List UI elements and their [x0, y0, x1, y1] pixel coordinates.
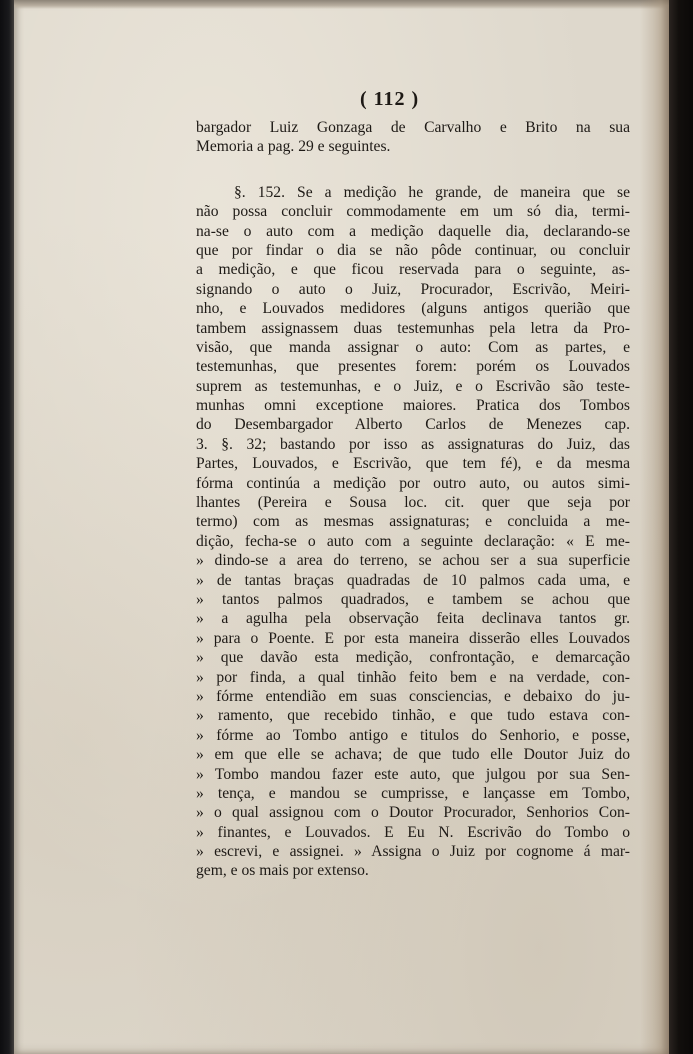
text-line: » finantes, e Louvados. E Eu N. Escrivão do Tombo o [196, 823, 630, 841]
text-line: 3. §. 32; bastando por isso as assignaturas do Juiz, das [196, 435, 630, 453]
text-line: bargador Luiz Gonzaga de Carvalho e Brito na sua [196, 119, 630, 136]
text-line: » dindo-se a area do terreno, se achou ser a sua superficie [196, 552, 630, 570]
text-line: » tantos palmos quadrados, e tambem se achou que [196, 590, 630, 608]
page-number: ( 112 ) [360, 88, 420, 110]
text-line: » fórme entendião em suas consciencias, e debaixo do ju- [196, 687, 630, 705]
text-line: » em que elle se achava; de que tudo elle Doutor Juiz do [196, 746, 630, 764]
text-line: testemunhas, que presentes forem: porém os Louvados [196, 358, 630, 376]
paragraph-gap [196, 157, 630, 183]
body-text [196, 118, 630, 881]
text-line: munhas omni exceptione maiores. Pratica dos Tombos [196, 397, 630, 415]
left-scan-border [0, 0, 15, 1054]
text-line: signando o auto o Juiz, Procurador, Escrivão, Meiri- [196, 280, 630, 298]
text-line: na-se o auto com a medição daquelle dia, declarando-se [196, 222, 630, 240]
text-line: » por finda, a qual tinhão feito bem e na verdade, con- [196, 668, 630, 686]
text-line: » Tombo mandou fazer este auto, que julgou por sua Sen- [196, 765, 630, 783]
text-line: termo) com as mesmas assignaturas; e concluida a me- [196, 513, 630, 531]
text-line: do Desembargador Alberto Carlos de Menezes cap. [196, 416, 630, 434]
text-line: não possa concluir commodamente em um só dia, termi- [196, 203, 630, 221]
paper-top-edge [14, 0, 670, 9]
text-line: §. 152. Se a medição he grande, de maneira que se [234, 183, 630, 201]
text-line: » a agulha pela observação feita declinava tantos gr. [196, 610, 630, 628]
text-line: » tença, e mandou se cumprisse, e lançasse em Tombo, [196, 784, 630, 802]
text-line: que por findar o dia se não pôde continuar, ou concluir [196, 241, 630, 259]
text-line: » fórme ao Tombo antigo e titulos do Senhorio, e posse, [196, 726, 630, 744]
text-line: dição, fecha-se o auto com a seguinte declaração: « E me- [196, 532, 630, 550]
text-line: gem, e os mais por extenso. [196, 862, 369, 880]
text-line: fórma continúa a medição por outro auto, ou autos simi- [196, 474, 630, 492]
text-line: a medição, e que ficou reservada para o seguinte, as- [196, 261, 630, 279]
text-line: » o qual assignou com o Doutor Procurador, Senhorios Con- [196, 804, 630, 822]
text-line: » de tantas braças quadradas de 10 palmos cada uma, e [196, 571, 630, 589]
text-line: » ramento, que recebido tinhão, e que tudo estava con- [196, 707, 630, 725]
text-line: nho, e Louvados medidores (alguns antigos querião que [196, 300, 630, 318]
text-line: Memoria a pag. 29 e seguintes. [196, 138, 391, 156]
text-line: visão, que manda assignar o auto: Com as partes, e [196, 338, 630, 356]
text-line: suprem as testemunhas, e o Juiz, e o Escrivão são teste- [196, 377, 630, 395]
text-line: lhantes (Pereira e Sousa loc. cit. quer que seja por [196, 494, 630, 512]
text-line: » escrevi, e assignei. » Assigna o Juiz por cognome á mar- [196, 843, 630, 861]
paper-edge-stain [640, 0, 670, 1054]
text-line: Partes, Louvados, e Escrivão, que tem fé), e da mesma [196, 455, 630, 473]
text-line: » para o Poente. E por esta maneira disserão elles Louvados [196, 629, 630, 647]
text-line: » que davão esta medição, confrontação, e demarcação [196, 649, 630, 667]
right-scan-border [669, 0, 693, 1054]
text-line: tambem assignassem duas testemunhas pela letra da Pro- [196, 319, 630, 337]
